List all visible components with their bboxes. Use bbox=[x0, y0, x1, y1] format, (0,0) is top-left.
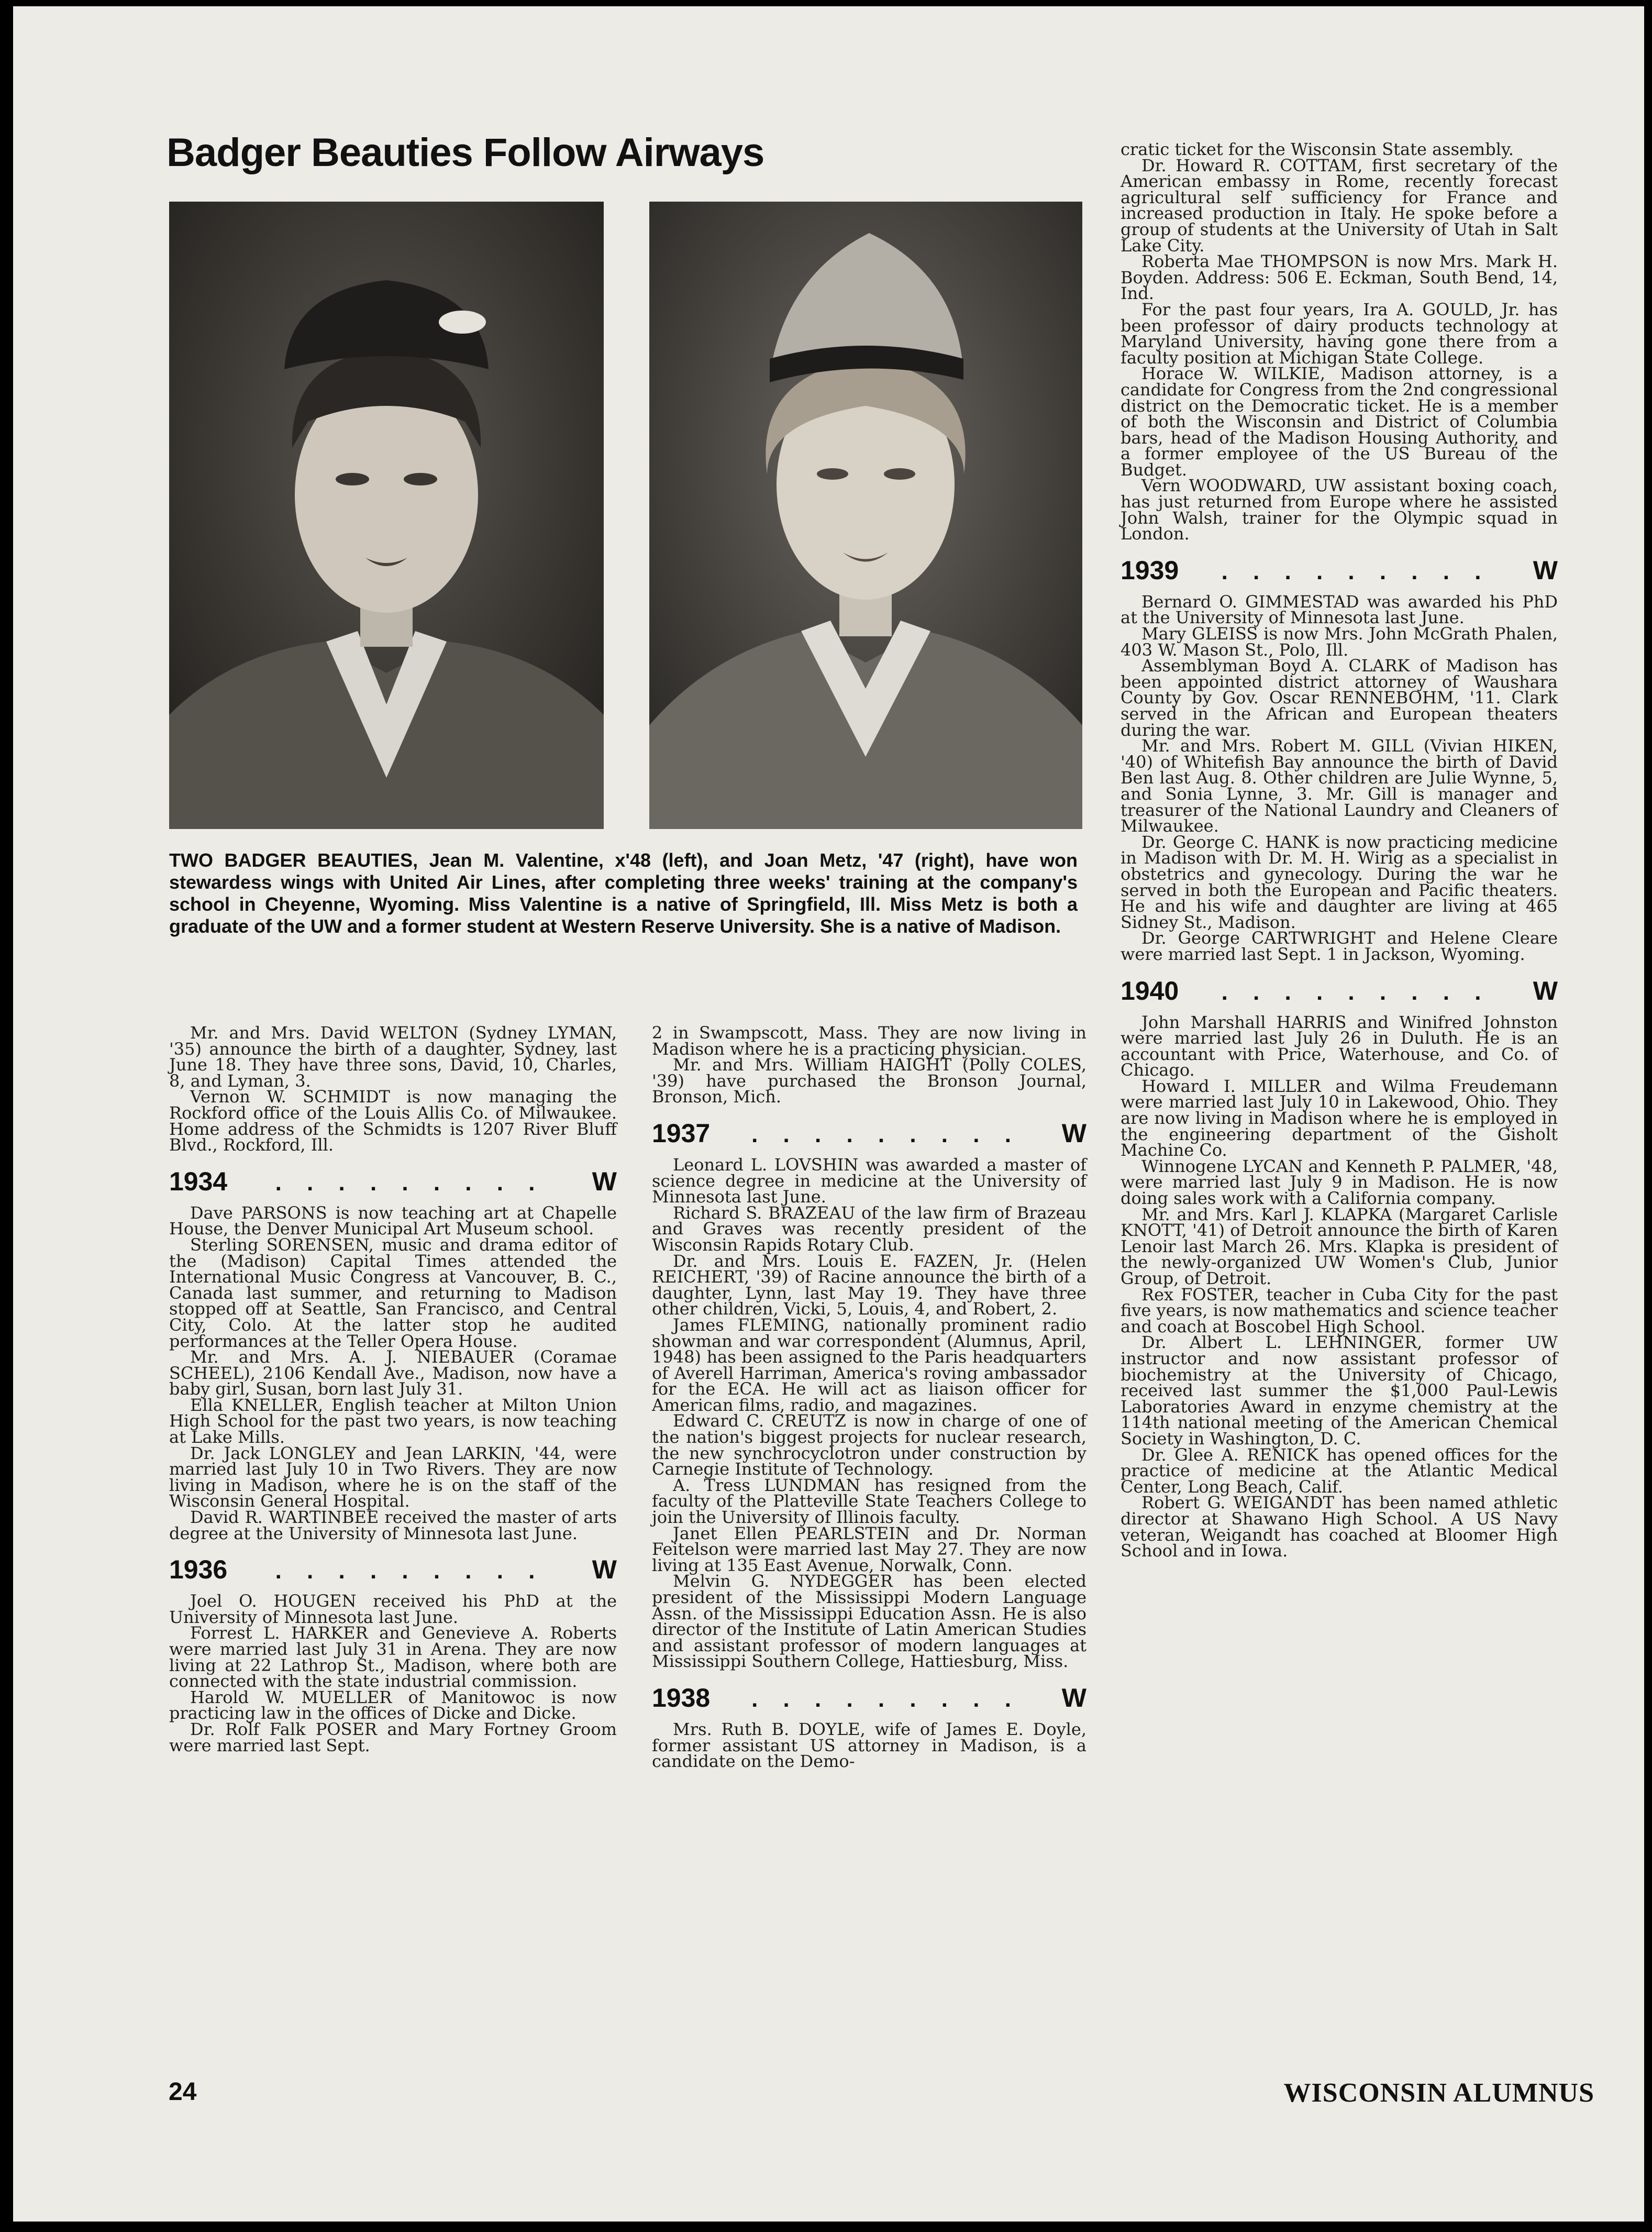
w-mark: W bbox=[592, 1555, 617, 1585]
heading-dots: . . . . . . . . . bbox=[1221, 979, 1491, 1005]
class-year-heading-1934 bbox=[169, 1167, 617, 1198]
paragraph: Mr. and Mrs. A. J. NIEBAUER (Coramae SCHEEL), 2106 Kendall Ave., Madison, now have a baby girl, Susan, born last July 31. bbox=[169, 1347, 617, 1399]
class-year-heading-1937 bbox=[652, 1119, 1086, 1150]
paragraph: Roberta Mae THOMPSON is now Mrs. Mark H. Boyden. Address: 506 E. Eckman, South Bend, 14, Ind. bbox=[1121, 251, 1558, 304]
heading-dots: . . . . . . . . . bbox=[1221, 558, 1491, 584]
paragraph: Dr. Howard R. COTTAM, first secretary of the American embassy in Rome, recently forecast agricultural self sufficiency for France and increased production in Italy. He spoke before a group of students at the University of Utah in Salt Lake City. bbox=[1121, 155, 1558, 256]
w-mark: W bbox=[1533, 976, 1558, 1005]
column-3 bbox=[1121, 141, 1558, 1559]
paragraph: Ella KNELLER, English teacher at Milton Union High School for the past two years, is now teaching at Lake Mills. bbox=[169, 1395, 617, 1448]
paragraph-continued: 2 in Swampscott, Mass. They are now living in Madison where he is a practicing physician. bbox=[652, 1023, 1086, 1059]
paragraph: Bernard O. GIMMESTAD was awarded his PhD at the University of Minnesota last June. bbox=[1121, 591, 1558, 628]
paragraph: Dr. and Mrs. Louis E. FAZEN, Jr. (Helen REICHERT, '39) of Racine announce the birth of a daughter, Lynn, last May 19. They have three other children, Vicki, 5, Louis, 4, and Robert, 2. bbox=[652, 1251, 1086, 1319]
paragraph: Mrs. Ruth B. DOYLE, wife of James E. Doyle, former assistant US attorney in Madison, is a candidate on the Demo- bbox=[652, 1719, 1086, 1772]
paragraph: John Marshall HARRIS and Winifred Johnston were married last July 26 in Duluth. He is an accountant with Price, Waterhouse, and Co. of Chicago. bbox=[1121, 1012, 1558, 1080]
paragraph: Assemblyman Boyd A. CLARK of Madison has been appointed district attorney of Waushara County by Gov. Oscar RENNEBOHM, '11. Clark served in the African and European theaters during the war. bbox=[1121, 656, 1558, 740]
paragraph: Harold W. MUELLER of Manitowoc is now practicing law in the offices of Dicke and Dicke. bbox=[169, 1687, 617, 1723]
paragraph: James FLEMING, nationally prominent radio showman and war correspondent (Alumnus, April, 1948) has been assigned to the Paris headquarters of Averell Harriman, America's roving ambassador for the ECA. He will act as liaison officer for American films, radio, and magazines. bbox=[652, 1314, 1086, 1415]
year-label: 1938 bbox=[652, 1683, 711, 1712]
paragraph: Leonard L. LOVSHIN was awarded a master of science degree in medicine at the University of Minnesota last June. bbox=[652, 1154, 1086, 1207]
paragraph: Dr. Albert L. LEHNINGER, former UW instructor and now assistant professor of biochemistry at the University of Chicago, received last summer the $1,000 Paul-Lewis Laboratories Award in enzyme chemistry at the 114th national meeting of the American Chemical Society in Washington, D. C. bbox=[1121, 1332, 1558, 1449]
paragraph: Dr. George C. HANK is now practicing medicine in Madison with Dr. M. H. Wirig as a specialist in obstetrics and gynecology. During the war he served in both the European and Pacific theaters. He and his wife and daughter are living at 465 Sidney St., Madison. bbox=[1121, 832, 1558, 932]
paragraph: Mr. and Mrs. William HAIGHT (Polly COLES, '39) have purchased the Bronson Journal, Bronson, Mich. bbox=[652, 1055, 1086, 1107]
photo-left-portrait bbox=[169, 202, 604, 829]
year-label: 1934 bbox=[169, 1166, 228, 1196]
paragraph-continued: cratic ticket for the Wisconsin State assembly. bbox=[1121, 139, 1514, 159]
paragraph: Sterling SORENSEN, music and drama editor of the (Madison) Capital Times attended the International Music Congress at Vancouver, B. C., Canada last summer, and returning to Madison stopped off at Seattle, San Francisco, and Central City, Colo. At the latter stop he audited performances at the Teller Opera House. bbox=[169, 1234, 617, 1351]
heading-dots: . . . . . . . . . bbox=[751, 1121, 1021, 1147]
w-mark: W bbox=[1061, 1683, 1086, 1712]
paragraph: Dave PARSONS is now teaching art at Chapelle House, the Denver Municipal Art Museum school. bbox=[169, 1202, 617, 1239]
paragraph: Dr. Rolf Falk POSER and Mary Fortney Groom were married last Sept. bbox=[169, 1719, 617, 1755]
paragraph: For the past four years, Ira A. GOULD, Jr. has been professor of dairy products technology at Maryland University, having gone there from a faculty position at Michigan State College. bbox=[1121, 299, 1558, 368]
page-number: 24 bbox=[169, 2078, 197, 2106]
paragraph: Melvin G. NYDEGGER has been elected president of the Mississippi Modern Language Assn. of the Mississippi Education Assn. He is also director of the Institute of Latin American Studies and assistant professor of modern languages at Mississippi Southern College, Hattiesburg, Miss. bbox=[652, 1571, 1086, 1672]
magazine-name: WISCONSIN ALUMNUS bbox=[1283, 2078, 1594, 2108]
paragraph: Winnogene LYCAN and Kenneth P. PALMER, '48, were married last July 9 in Madison. He is now doing sales work with a California company. bbox=[1121, 1156, 1558, 1209]
w-mark: W bbox=[592, 1166, 617, 1196]
paragraph: Dr. Jack LONGLEY and Jean LARKIN, '44, were married last July 10 in Two Rivers. They are now living in Madison, where he is on the staff of the Wisconsin General Hospital. bbox=[169, 1443, 617, 1511]
column-1 bbox=[169, 1025, 617, 1753]
photo-right-portrait bbox=[649, 202, 1082, 829]
class-year-heading-1938 bbox=[652, 1683, 1086, 1714]
paragraph: Horace W. WILKIE, Madison attorney, is a candidate for Congress from the 2nd congressional district on the Democratic ticket. He is a member of both the Wisconsin and District of Columbia bars, head of the Madison Housing Authority, and a former employee of the US Bureau of the Budget. bbox=[1121, 363, 1558, 480]
paragraph: Howard I. MILLER and Wilma Freudemann were married last July 10 in Lakewood, Ohio. They are now living in Madison where he is employed in the engineering department of the Gisholt Machine Co. bbox=[1121, 1076, 1558, 1161]
year-label: 1939 bbox=[1121, 555, 1179, 585]
paragraph: Joel O. HOUGEN received his PhD at the University of Minnesota last June. bbox=[169, 1591, 617, 1627]
w-mark: W bbox=[1061, 1118, 1086, 1148]
paragraph: Richard S. BRAZEAU of the law firm of Brazeau and Graves was recently president of the Wisconsin Rapids Rotary Club. bbox=[652, 1202, 1086, 1255]
paragraph: Rex FOSTER, teacher in Cuba City for the past five years, is now mathematics and science teacher and coach at Boscobel High School. bbox=[1121, 1284, 1558, 1336]
article-title: Badger Beauties Follow Airways bbox=[167, 130, 764, 175]
paragraph: Forrest L. HARKER and Genevieve A. Roberts were married last July 31 in Arena. They are now living at 22 Lathrop St., Madison, where both are connected with the state industrial commission. bbox=[169, 1623, 617, 1692]
paragraph: Mr. and Mrs. David WELTON (Sydney LYMAN, '35) announce the birth of a daughter, Sydney, last June 18. They have three sons, David, 10, Charles, 8, and Lyman, 3. bbox=[169, 1023, 617, 1091]
magazine-page bbox=[13, 6, 1644, 2222]
paragraph: Vern WOODWARD, UW assistant boxing coach, has just returned from Europe where he assisted John Walsh, trainer for the Olympic squad in London. bbox=[1121, 476, 1558, 544]
paragraph: Robert G. WEIGANDT has been named athletic director at Shawano High School. A US Navy veteran, Weigandt has coached at Bloomer High School and in Iowa. bbox=[1121, 1493, 1558, 1561]
class-year-heading-1936 bbox=[169, 1555, 617, 1586]
paragraph: Vernon W. SCHMIDT is now managing the Rockford office of the Louis Allis Co. of Milwaukee. Home address of the Schmidts is 1207 River Bluff Blvd., Rockford, Ill. bbox=[169, 1087, 617, 1155]
paragraph: Dr. Glee A. RENICK has opened offices for the practice of medicine at the Atlantic Medical Center, Long Beach, Calif. bbox=[1121, 1444, 1558, 1497]
heading-dots: . . . . . . . . . bbox=[275, 1558, 545, 1584]
paragraph: Edward C. CREUTZ is now in charge of one of the nation's biggest projects for nuclear research, the new synchrocyclotron under construction by Carnegie Institute of Technology. bbox=[652, 1411, 1086, 1479]
heading-dots: . . . . . . . . . bbox=[275, 1169, 545, 1196]
paragraph: A. Tress LUNDMAN has resigned from the faculty of the Platteville State Teachers College to join the University of Illinois faculty. bbox=[652, 1475, 1086, 1528]
paragraph: Mary GLEISS is now Mrs. John McGrath Phalen, 403 W. Mason St., Polo, Ill. bbox=[1121, 624, 1558, 660]
heading-dots: . . . . . . . . . bbox=[751, 1686, 1021, 1712]
paragraph: David R. WARTINBEE received the master of arts degree at the University of Minnesota last June. bbox=[169, 1507, 617, 1543]
column-2 bbox=[652, 1025, 1086, 1770]
paragraph: Janet Ellen PEARLSTEIN and Dr. Norman Feitelson were married last May 27. They are now living at 135 East Avenue, Norwalk, Conn. bbox=[652, 1523, 1086, 1575]
paragraph: Mr. and Mrs. Robert M. GILL (Vivian HIKEN, '40) of Whitefish Bay announce the birth of David Ben last Aug. 8. Other children are Julie Wynne, 5, and Sonia Lynne, 3. Mr. Gill is manager and treasurer of the National Laundry and Cleaners of Milwaukee. bbox=[1121, 736, 1558, 836]
class-year-heading-1939 bbox=[1121, 556, 1558, 587]
class-year-heading-1940 bbox=[1121, 976, 1558, 1007]
year-label: 1940 bbox=[1121, 976, 1179, 1005]
photo-caption: TWO BADGER BEAUTIES, Jean M. Valentine, x'48 (left), and Joan Metz, '47 (right), have won stewardess wings with United Air Lines, after completing three weeks' training at the company's school in Cheyenne, Wyoming. Miss Valentine is a native of Springfield, Ill. Miss Metz is both a graduate of the UW and a former student at Western Reserve University. She is a native of Madison. bbox=[169, 849, 1078, 937]
paragraph: Mr. and Mrs. Karl J. KLAPKA (Margaret Carlisle KNOTT, '41) of Detroit announce the birth of Karen Lenoir last March 26. Mrs. Klapka is president of the newly-organized UW Women's Club, Junior Group, of Detroit. bbox=[1121, 1204, 1558, 1288]
year-label: 1937 bbox=[652, 1118, 711, 1148]
year-label: 1936 bbox=[169, 1555, 228, 1585]
paragraph: Dr. George CARTWRIGHT and Helene Cleare were married last Sept. 1 in Jackson, Wyoming. bbox=[1121, 928, 1558, 964]
w-mark: W bbox=[1533, 555, 1558, 585]
